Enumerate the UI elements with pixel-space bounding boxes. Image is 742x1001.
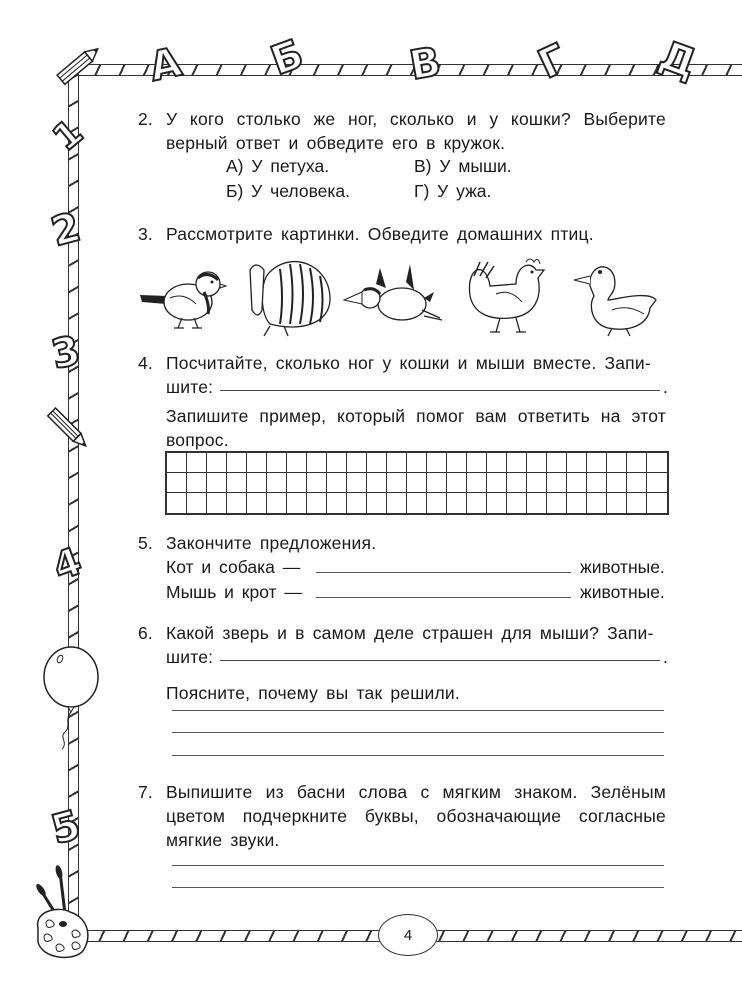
grid-cell[interactable] [487, 493, 507, 513]
grid-cell[interactable] [467, 453, 487, 473]
pencil-icon [44, 400, 94, 460]
decor-letter-de: Д [653, 32, 703, 88]
question-3 [138, 222, 666, 246]
grid-cell[interactable] [167, 473, 187, 493]
question-text: Рассмотрите картинки. Обведите домашних птиц. [166, 224, 594, 244]
turkey-picture[interactable] [240, 254, 335, 338]
question-number: 3. [138, 224, 153, 244]
question-text: Закончите предложения. [166, 533, 377, 553]
grid-cell[interactable] [347, 493, 367, 513]
question-text: У кого столько же ног, сколько и у кошки? Выберите верный ответ и обведите его в кружок. [166, 109, 666, 153]
duck-picture[interactable] [568, 256, 660, 340]
question-2 [138, 107, 666, 155]
grid-cell[interactable] [547, 453, 567, 473]
pencil-icon [50, 40, 110, 90]
grid-cell[interactable] [487, 453, 507, 473]
decor-number-2: 2 [46, 204, 86, 256]
grid-cell[interactable] [527, 473, 547, 493]
palette-icon [32, 862, 94, 962]
grid-cell[interactable] [387, 493, 407, 513]
balloon-icon [42, 645, 102, 755]
grid-cell[interactable] [367, 493, 387, 513]
grid-cell[interactable] [647, 453, 667, 473]
sparrow-picture[interactable] [138, 262, 228, 334]
grid-cell[interactable] [187, 473, 207, 493]
decor-number-3: 3 [47, 327, 85, 379]
question-text-line1: Какой зверь и в самом деле страшен для мыши? Запи- [166, 623, 654, 643]
grid-cell[interactable] [427, 493, 447, 513]
grid-cell[interactable] [467, 473, 487, 493]
grid-cell[interactable] [647, 473, 667, 493]
grid-cell[interactable] [267, 453, 287, 473]
question-number: 5. [138, 533, 153, 553]
grid-cell[interactable] [207, 473, 227, 493]
grid-cell[interactable] [227, 473, 247, 493]
grid-cell[interactable] [587, 453, 607, 473]
question-text: Выпишите из басни слова с мягким знаком. Зелёным цветом подчеркните буквы, обозначающие согласные мягкие звуки. [166, 782, 666, 850]
grid-cell[interactable] [327, 453, 347, 473]
sentence-2-suffix: животные. [580, 582, 665, 602]
grid-cell[interactable] [227, 453, 247, 473]
grid-cell[interactable] [247, 453, 267, 473]
grid-cell[interactable] [367, 453, 387, 473]
grid-cell[interactable] [587, 493, 607, 513]
grid-cell[interactable] [627, 473, 647, 493]
grid-cell[interactable] [607, 453, 627, 473]
question-6 [138, 621, 669, 705]
grid-cell[interactable] [447, 493, 467, 513]
grid-cell[interactable] [267, 493, 287, 513]
grid-cell[interactable] [307, 473, 327, 493]
grid-cell[interactable] [207, 453, 227, 473]
grid-cell[interactable] [327, 493, 347, 513]
grid-cell[interactable] [587, 473, 607, 493]
answer-line[interactable] [172, 710, 664, 711]
grid-cell[interactable] [167, 493, 187, 513]
option-a[interactable]: А) У петуха. [226, 156, 330, 176]
grid-cell[interactable] [567, 473, 587, 493]
decor-letter-ve: В [406, 38, 445, 90]
grid-cell[interactable] [647, 493, 667, 513]
period: . [663, 647, 669, 667]
grid-cell[interactable] [187, 493, 207, 513]
grid-cell[interactable] [247, 473, 267, 493]
grid-cell[interactable] [427, 473, 447, 493]
question-text-2: Запишите пример, который помог вам ответить на этот вопрос. [166, 406, 666, 450]
answer-line[interactable] [172, 732, 664, 733]
grid-cell[interactable] [267, 473, 287, 493]
sentence-1-prefix: Кот и собака — [166, 557, 301, 577]
grid-cell[interactable] [507, 453, 527, 473]
question-4 [138, 351, 669, 452]
option-g[interactable]: Г) У ужа. [414, 181, 492, 201]
grid-cell[interactable] [287, 473, 307, 493]
sentence-2-prefix: Мышь и крот — [166, 582, 302, 602]
grid-cell[interactable] [347, 473, 367, 493]
question-text-line1: Посчитайте, сколько ног у кошки и мыши вместе. Запи- [166, 353, 651, 373]
grid-cell[interactable] [387, 473, 407, 493]
grid-cell[interactable] [487, 473, 507, 493]
grid-cell[interactable] [507, 493, 527, 513]
answer-line[interactable] [172, 887, 664, 888]
grid-cell[interactable] [307, 453, 327, 473]
grid-cell[interactable] [467, 493, 487, 513]
answer-input[interactable] [220, 659, 660, 661]
grid-cell[interactable] [387, 453, 407, 473]
grid-cell[interactable] [307, 493, 327, 513]
grid-cell[interactable] [247, 493, 267, 513]
question-number: 2. [138, 109, 153, 129]
page-number-badge [378, 914, 438, 956]
grid-cell[interactable] [527, 493, 547, 513]
grid-cell[interactable] [287, 493, 307, 513]
answer-line[interactable] [172, 755, 664, 756]
left-rope-border [68, 74, 79, 922]
decor-number-5: 5 [46, 802, 86, 854]
grid-cell[interactable] [367, 473, 387, 493]
question-number: 6. [138, 623, 153, 643]
decor-number-1: 1 [45, 111, 91, 160]
grid-cell[interactable] [447, 453, 467, 473]
grid-cell[interactable] [547, 473, 567, 493]
question-text-line2: шите: [166, 647, 214, 667]
grid-cell[interactable] [447, 473, 467, 493]
decor-letter-be: Б [265, 31, 310, 85]
sentence-1-input[interactable] [316, 572, 571, 573]
grid-cell[interactable] [167, 453, 187, 473]
grid-cell[interactable] [207, 493, 227, 513]
option-b[interactable]: Б) У человека. [226, 181, 351, 201]
option-v[interactable]: В) У мыши. [414, 156, 512, 176]
question-number: 7. [138, 782, 153, 802]
decor-letter-a: А [145, 39, 186, 91]
decor-letter-ge: Г [531, 35, 575, 89]
sentence-2-input[interactable] [316, 597, 571, 598]
question-7 [138, 780, 666, 852]
question-number: 4. [138, 353, 153, 373]
grid-cell[interactable] [227, 493, 247, 513]
grid-cell[interactable] [547, 493, 567, 513]
grid-cell[interactable] [427, 453, 447, 473]
grid-cell[interactable] [407, 493, 427, 513]
grid-cell[interactable] [627, 453, 647, 473]
question-5 [138, 531, 666, 555]
grid-cell[interactable] [507, 473, 527, 493]
sentence-1-suffix: животные. [580, 557, 665, 577]
grid-cell[interactable] [607, 473, 627, 493]
grid-cell[interactable] [407, 453, 427, 473]
decor-number-4: 4 [47, 538, 88, 590]
grid-cell[interactable] [347, 453, 367, 473]
period: . [663, 377, 669, 397]
question-text-2: Поясните, почему вы так решили. [166, 683, 460, 703]
grid-cell[interactable] [407, 473, 427, 493]
grid-cell[interactable] [327, 473, 347, 493]
grid-cell[interactable] [607, 493, 627, 513]
grid-cell[interactable] [527, 453, 547, 473]
page-number: 4 [403, 926, 413, 944]
question-text-line2: шите: [166, 377, 214, 397]
grid-cell[interactable] [567, 493, 587, 513]
grid-cell[interactable] [187, 453, 207, 473]
grid-cell[interactable] [567, 453, 587, 473]
grid-cell[interactable] [287, 453, 307, 473]
answer-grid[interactable] [165, 451, 669, 515]
crow-picture[interactable] [340, 258, 450, 338]
answer-line[interactable] [172, 865, 664, 866]
answer-input[interactable] [220, 389, 660, 391]
hen-picture[interactable] [460, 256, 550, 338]
grid-cell[interactable] [627, 493, 647, 513]
